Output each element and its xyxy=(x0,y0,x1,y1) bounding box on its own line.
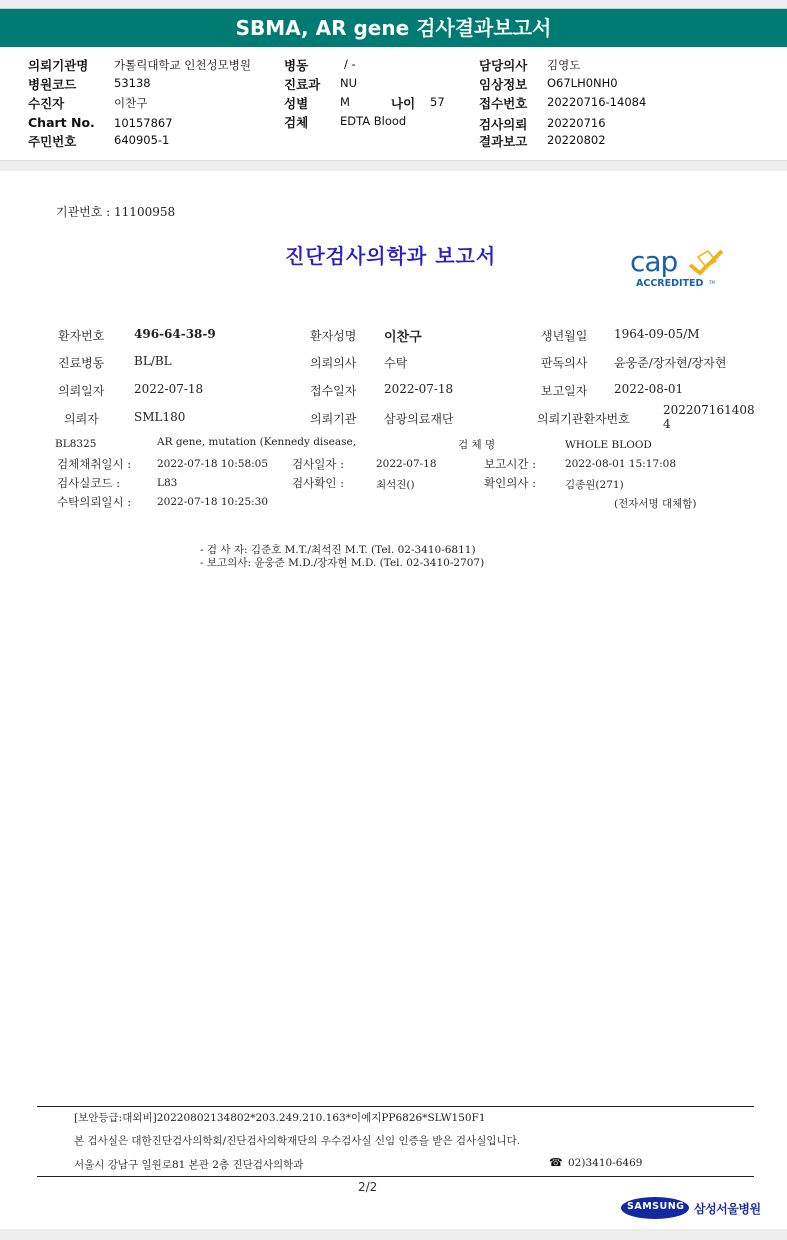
test-value: 2022-07-18 10:58:05 xyxy=(157,458,269,470)
security-line: [보안등급:대외비]20220802134802*203.249.210.163*이예지PP6826*SLW150F1 xyxy=(74,1112,486,1124)
signature-note: (전자서명 대체함) xyxy=(614,498,697,510)
header-label: 검체 xyxy=(284,115,309,130)
patient-label: 환자성명 xyxy=(310,329,357,343)
header-value: / - xyxy=(344,57,356,71)
test-value: 2022-07-18 10:25:30 xyxy=(157,496,269,508)
header-value: 57 xyxy=(430,95,445,109)
test-label: 보고시간 : xyxy=(484,457,536,471)
header-label: 결과보고 xyxy=(479,134,528,149)
footer-divider xyxy=(37,1106,754,1107)
test-value: L83 xyxy=(157,477,178,489)
header-label: 진료과 xyxy=(284,77,321,92)
test-code: BL8325 xyxy=(55,438,97,450)
report-title: 진단검사의학과 보고서 xyxy=(285,244,497,268)
staff-line: - 검 사 자: 김준호 M.T./최석진 M.T. (Tel. 02-3410-6811) xyxy=(200,544,476,556)
patient-value: 202207161408 xyxy=(663,403,755,417)
header-label: 담당의사 xyxy=(479,58,528,73)
patient-label: 진료병동 xyxy=(58,356,105,370)
header-label: 병동 xyxy=(284,58,309,73)
header-label: 수진자 xyxy=(28,96,65,111)
page-number: 2/2 xyxy=(358,1180,378,1194)
patient-label: 의뢰의사 xyxy=(310,356,357,370)
hospital-name: 삼성서울병원 xyxy=(694,1202,761,1216)
samsung-hospital-logo xyxy=(621,1197,759,1221)
header-label: 임상정보 xyxy=(479,77,528,92)
patient-value: 수탁 xyxy=(384,356,408,370)
patient-label: 생년월일 xyxy=(541,329,588,343)
cap-logo-tm: TM xyxy=(709,280,715,285)
header-label: 나이 xyxy=(391,96,416,111)
patient-value: 4 xyxy=(663,417,671,431)
cap-check-icon xyxy=(686,247,726,277)
patient-value: 2022-07-18 xyxy=(134,382,204,396)
patient-label: 의뢰일자 xyxy=(58,384,105,398)
institution-number: 기관번호 : 11100958 xyxy=(56,205,176,219)
header-value: O67LH0NH0 xyxy=(547,76,618,90)
patient-value: 삼광의료재단 xyxy=(384,412,454,426)
test-label: 확인의사 : xyxy=(484,476,536,490)
phone-number: 02)3410-6469 xyxy=(568,1157,643,1169)
test-label: 검사확인 : xyxy=(292,476,344,490)
certification-text: 본 검사실은 대한진단검사의학회/진단검사의학재단의 우수검사실 신임 인증을 받은 검사실입니다. xyxy=(74,1135,521,1147)
header-value: 가톨릭대학교 인천성모병원 xyxy=(114,58,251,72)
top-strip xyxy=(0,0,787,9)
header-value: 20220716 xyxy=(547,116,606,130)
header-label: Chart No. xyxy=(28,115,95,130)
header-value: M xyxy=(340,95,350,109)
bottom-strip xyxy=(0,1229,787,1240)
header-label: 검사의뢰 xyxy=(479,117,528,132)
header-value: 640905-1 xyxy=(114,133,170,147)
header-value: 10157867 xyxy=(114,116,173,130)
patient-label: 보고일자 xyxy=(541,384,588,398)
header-value: EDTA Blood xyxy=(340,114,407,128)
test-name: AR gene, mutation (Kennedy disease, xyxy=(157,436,357,448)
test-value: 최석진() xyxy=(376,479,415,491)
samsung-wordmark: SAMSUNG xyxy=(627,1201,685,1212)
header-label: 성별 xyxy=(284,96,309,111)
page-title: SBMA, AR gene 검사결과보고서 xyxy=(0,9,787,47)
header-divider xyxy=(0,160,787,171)
header-value: 20220716-14084 xyxy=(547,95,647,109)
patient-value: SML180 xyxy=(134,410,186,424)
telephone-icon: ☎ xyxy=(549,1156,563,1169)
header-value: 20220802 xyxy=(547,133,606,147)
specimen-value: WHOLE BLOOD xyxy=(565,439,652,451)
patient-label: 의뢰기관환자번호 xyxy=(537,412,630,426)
header-label: 의뢰기관명 xyxy=(28,58,89,73)
cap-logo-sub: ACCREDITED xyxy=(636,278,704,289)
test-value: 2022-08-01 15:17:08 xyxy=(565,458,677,470)
patient-number: 496-64-38-9 xyxy=(134,327,216,341)
birth-date: 1964-09-05/M xyxy=(614,327,700,341)
test-label: 검사일자 : xyxy=(292,457,344,471)
header-value: NU xyxy=(340,76,358,90)
header-value: 53138 xyxy=(114,76,151,90)
header-label: 접수번호 xyxy=(479,96,528,111)
header-value: 이찬구 xyxy=(114,96,148,110)
header-value: 김영도 xyxy=(547,58,581,72)
patient-label: 판독의사 xyxy=(541,356,588,370)
cap-logo-word: cap xyxy=(630,245,678,278)
patient-label: 의뢰기관 xyxy=(310,412,357,426)
patient-label: 환자번호 xyxy=(58,329,105,343)
cap-accredited-logo xyxy=(628,245,728,293)
test-label: 검체채취일시 : xyxy=(57,457,132,471)
patient-label: 접수일자 xyxy=(310,384,357,398)
patient-name: 이찬구 xyxy=(384,330,422,345)
patient-value: 2022-07-18 xyxy=(384,382,454,396)
address-text: 서울시 강남구 일원로81 본관 2층 진단검사의학과 xyxy=(74,1159,304,1171)
patient-value: 윤웅준/장자현/장자현 xyxy=(614,356,727,370)
test-value: 2022-07-18 xyxy=(376,458,437,470)
staff-line: - 보고의사: 윤웅준 M.D./장자현 M.D. (Tel. 02-3410-2707) xyxy=(200,557,485,569)
patient-value: BL/BL xyxy=(134,354,172,368)
patient-label: 의뢰자 xyxy=(64,412,99,426)
footer-divider xyxy=(37,1176,754,1177)
header-label: 주민번호 xyxy=(28,134,77,149)
test-label: 검사실코드 : xyxy=(57,476,121,490)
test-value: 김종원(271) xyxy=(565,479,624,491)
header-label: 병원코드 xyxy=(28,77,77,92)
patient-value: 2022-08-01 xyxy=(614,382,684,396)
test-label: 수탁의뢰일시 : xyxy=(57,495,132,509)
specimen-label: 검 체 명 xyxy=(458,439,496,451)
